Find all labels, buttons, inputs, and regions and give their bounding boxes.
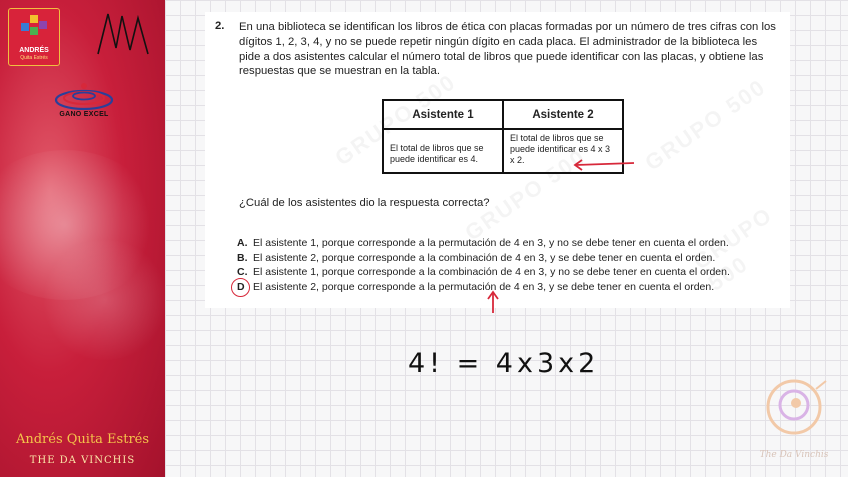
options-list — [237, 236, 730, 294]
table-header-cell: Asistente 2 — [532, 108, 594, 121]
option-c[interactable] — [237, 265, 730, 280]
da-vinchis-label: The Da Vinchis — [759, 450, 829, 460]
table-header — [384, 101, 622, 130]
option-letter: A. — [237, 237, 248, 249]
option-text: El asistente 2, porque corresponde a la permutación de 4 en 3, y se debe tener en cuenta el orden. — [253, 280, 715, 293]
option-letter: D — [237, 280, 245, 293]
logo-subtitle: Quita Estrés — [20, 55, 48, 61]
gano-excel-logo-icon — [52, 78, 116, 128]
handwritten-equation: 4! = 4x3x2 — [408, 348, 600, 379]
cloud-decoration — [40, 240, 165, 360]
option-a[interactable] — [237, 236, 730, 251]
option-letter: B. — [237, 251, 248, 264]
watermark — [640, 74, 771, 176]
table-cell: El total de libros que se puede identificar es 4 x 3 x 2. — [510, 133, 611, 165]
blocks-icon — [21, 15, 47, 39]
question-card — [205, 12, 790, 308]
option-text: El asistente 2, porque corresponde a la combinación de 4 en 3, y se debe tener en cuenta el orden. — [253, 251, 716, 264]
option-text: El asistente 1, porque corresponde a la permutación de 4 en 3, y no se debe tener en cuenta el orden. — [253, 237, 729, 249]
option-letter: C. — [237, 266, 248, 278]
andres-logo — [8, 8, 60, 66]
brand-subtitle: THE DA VINCHIS — [29, 455, 136, 466]
left-sidebar — [0, 0, 165, 477]
gano-excel-label: GANO EXCEL — [59, 111, 109, 118]
question-prompt: ¿Cuál de los asistentes dio la respuesta correcta? — [239, 197, 490, 209]
da-vinchis-logo-icon — [752, 375, 836, 439]
table-header-cell: Asistente 1 — [384, 101, 504, 128]
logo-name: ANDRÉS — [19, 47, 49, 54]
option-b[interactable] — [237, 251, 730, 266]
brand-name: Andrés Quita Estrés — [15, 432, 150, 447]
option-text: El asistente 1, porque corresponde a la combinación de 4 en 3, y no se debe tener en cuenta el orden. — [253, 266, 730, 278]
question-text: En una biblioteca se identifican los libros de ética con placas formadas por un número de tres cifras con los dígitos 1, 2, 3, 4, y no se puede repetir ningún dígito en cada placa. El administrador de la biblioteca les pide a dos asistentes calcular el número total de libros que puede identificar con las placas, y obtiene las respuestas que se muestran en la tabla. — [239, 21, 776, 78]
option-d[interactable] — [237, 280, 730, 295]
selected-answer-circle — [231, 278, 250, 297]
arrow-left-icon — [572, 157, 636, 173]
arrow-up-icon — [485, 290, 501, 314]
question-number: 2. — [215, 20, 225, 32]
table-cell: El total de libros que se puede identificar es 4. — [384, 130, 504, 172]
signature-icon — [92, 8, 152, 58]
